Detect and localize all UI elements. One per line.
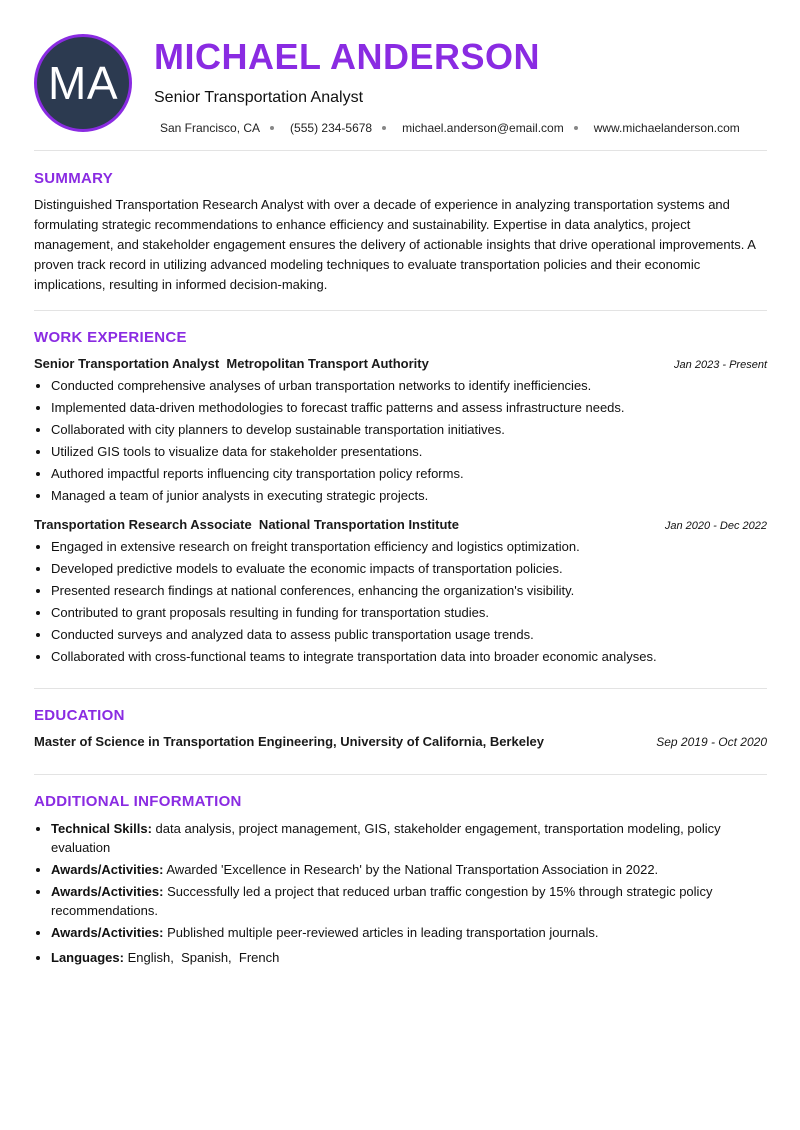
- avatar: [34, 34, 132, 132]
- education-dates: Sep 2019 - Oct 2020: [656, 735, 767, 749]
- list-item: [51, 923, 767, 942]
- avatar-initials: MA: [48, 57, 118, 109]
- contact-website[interactable]: www.michaelanderson.com: [593, 121, 740, 135]
- list-item: [51, 948, 767, 967]
- additional-section: [34, 775, 767, 967]
- job-bullets: [34, 536, 767, 668]
- list-item: [51, 860, 767, 879]
- list-item: [51, 882, 767, 920]
- info-label: Awards/Activities:: [51, 925, 164, 940]
- list-item: • Authored impactful reports influencing city transportation policy reforms.: [51, 463, 767, 485]
- contact-email[interactable]: michael.anderson@email.com: [402, 121, 564, 135]
- separator-dot: [574, 126, 578, 130]
- summary-text: Distinguished Transportation Research Analyst with over a decade of experience in analyzing transportation systems and formulating strategic recommendations to enhance efficiency and sustainability. Expertise in data analytics, project management, and stakeholder engagement ensures the delivery of actionable insights that drive operational improvements. A proven track record in utilizing advanced modeling techniques to evaluate transportation policies and their economic implications, resulting in informed decision-making.: [34, 197, 756, 292]
- job-bullets: [34, 375, 767, 507]
- education-section: [34, 689, 767, 749]
- info-text: data analysis, project management, GIS, stakeholder engagement, transportation modeling, policy evaluation: [51, 821, 721, 855]
- education-heading: EDUCATION: [34, 707, 125, 724]
- info-label: Awards/Activities:: [51, 884, 164, 899]
- info-text: English, Spanish, French: [127, 950, 280, 965]
- candidate-name: MICHAEL ANDERSON: [154, 36, 541, 77]
- list-item: • Managed a team of junior analysts in executing strategic projects.: [51, 485, 767, 507]
- list-item: • Conducted comprehensive analyses of urban transportation networks to identify inefficiencies.: [51, 375, 767, 397]
- experience-section: [34, 311, 767, 668]
- candidate-title: Senior Transportation Analyst: [154, 89, 364, 106]
- contact-phone: (555) 234-5678: [290, 121, 373, 135]
- contact-line: [160, 121, 740, 135]
- list-item: [51, 819, 767, 857]
- info-label: Technical Skills:: [51, 821, 152, 836]
- job-entry: [34, 517, 767, 668]
- resume-header: [34, 0, 767, 150]
- experience-heading: WORK EXPERIENCE: [34, 329, 187, 346]
- separator-dot: [270, 126, 274, 130]
- additional-heading: ADDITIONAL INFORMATION: [34, 793, 242, 810]
- job-dates: Jan 2020 - Dec 2022: [664, 520, 767, 532]
- list-item: • Conducted surveys and analyzed data to assess public transportation usage trends.: [51, 624, 767, 646]
- job-dates: Jan 2023 - Present: [674, 359, 767, 371]
- info-text: Successfully led a project that reduced urban traffic congestion by 15% through strategic policy recommendations.: [51, 884, 713, 918]
- list-item: • Engaged in extensive research on freight transportation efficiency and logistics optimization.: [51, 536, 767, 558]
- info-text: Awarded 'Excellence in Research' by the National Transportation Association in 2022.: [166, 862, 659, 877]
- education-degree: Master of Science in Transportation Engineering, University of California, Berkeley: [34, 734, 545, 749]
- list-item: • Contributed to grant proposals resulting in funding for transportation studies.: [51, 602, 767, 624]
- job-role: Transportation Research Associate National Transportation Institute: [34, 517, 459, 532]
- list-item: • Collaborated with cross-functional teams to integrate transportation data into broader economic analyses.: [51, 646, 767, 668]
- list-item: • Collaborated with city planners to develop sustainable transportation initiatives.: [51, 419, 767, 441]
- job-entry: [34, 356, 767, 507]
- summary-heading: SUMMARY: [34, 170, 114, 187]
- list-item: • Utilized GIS tools to visualize data for stakeholder presentations.: [51, 441, 767, 463]
- additional-list: [34, 819, 767, 967]
- job-role: Senior Transportation Analyst Metropolitan Transport Authority: [34, 356, 429, 371]
- contact-location: San Francisco, CA: [160, 121, 261, 135]
- list-item: • Developed predictive models to evaluate the economic impacts of transportation policies.: [51, 558, 767, 580]
- list-item: • Implemented data-driven methodologies to forecast traffic patterns and assess infrastructure needs.: [51, 397, 767, 419]
- list-item: • Presented research findings at national conferences, enhancing the organization's visibility.: [51, 580, 767, 602]
- info-label: Languages:: [51, 950, 124, 965]
- summary-section: [34, 151, 767, 295]
- info-text: Published multiple peer-reviewed articles in leading transportation journals.: [167, 925, 599, 940]
- separator-dot: [382, 126, 386, 130]
- info-label: Awards/Activities:: [51, 862, 164, 877]
